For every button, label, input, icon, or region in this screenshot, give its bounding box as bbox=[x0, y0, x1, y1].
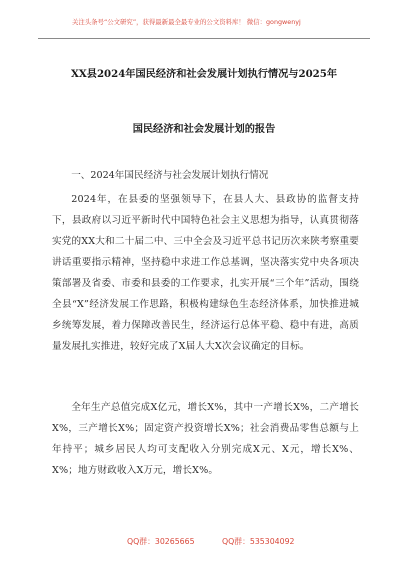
header-divider bbox=[38, 38, 370, 39]
body-paragraph-1: 2024年，在县委的坚强领导下，在县人大、县政协的监督支持下，县政府以习近平新时代中国特色社会主义思想为指导，认真贯彻落实党的XX大和二十届二中、三中全会及习近平总书记历次来陕考察重要讲话重要指示精神，坚持稳中求进工作总基调，坚决落实党中央各项决策部署及省委、市委和县委的工作要求，扎实开展“三个年”活动，围绕全县“X”经济发展工作思路，积极构建绿色生态经济体系，加快推进城乡统筹发展，着力保障改善民生，经济运行总体平稳、稳中有进，高质量发展扎实推进，较好完成了X届人大X次会议确定的目标。 bbox=[52, 194, 359, 352]
footer-qq-group-2: QQ群：535304092 bbox=[222, 537, 295, 546]
document-title-line-2: 国民经济和社会发展计划的报告 bbox=[132, 123, 276, 135]
section-heading: 一、2024年国民经济与社会发展计划执行情况 bbox=[71, 170, 269, 181]
footer-qq-group-1: QQ群：30265665 bbox=[127, 537, 195, 546]
footer-watermark bbox=[0, 535, 408, 549]
body-paragraph-2: 全年生产总值完成X亿元，增长X%，其中一产增长X%，二产增长X%，三产增长X%；固定资产投资增长X%；社会消费品零售总额与上年持平；城乡居民人均可支配收入分别完成X元、X元，增长X%、X%；地方财政收入X万元，增长X%。 bbox=[52, 402, 359, 476]
document-title-line-1: XX县2024年国民经济和社会发展计划执行情况与2025年 bbox=[70, 68, 338, 80]
promo-banner: 关注头条号“公文研究”，获得最新最全最专业的公文资料库！ 微信：gongwenyj bbox=[72, 18, 301, 26]
